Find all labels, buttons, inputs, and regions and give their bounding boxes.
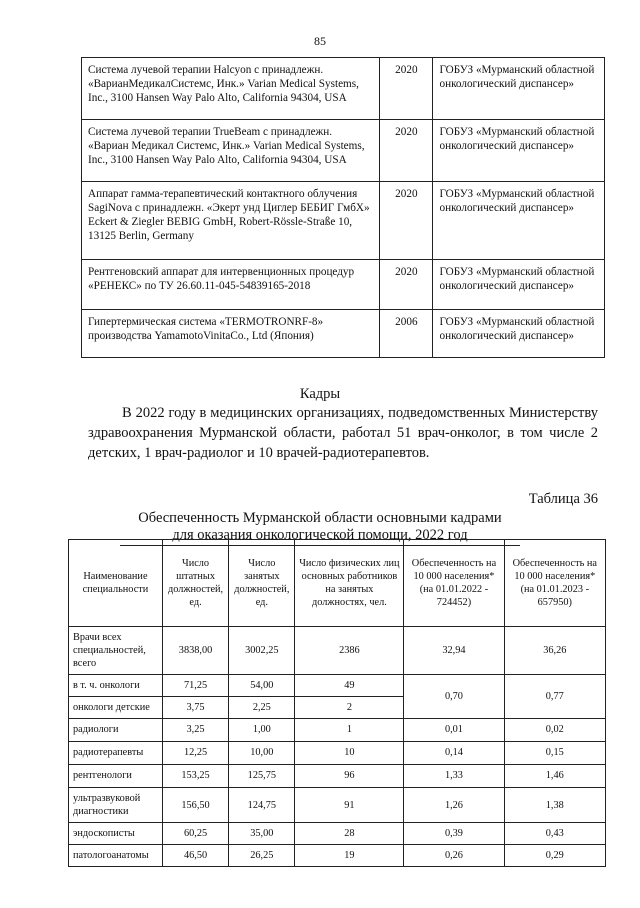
- specialty-cell: онкологи детские: [69, 697, 163, 719]
- staff-positions-cell: 12,25: [162, 742, 228, 765]
- persons-cell: 2: [295, 697, 404, 719]
- persons-cell: 96: [295, 765, 404, 788]
- equipment-name: Рентгеновский аппарат для интервенционных процедур «РЕНЕКС» по ТУ 26.60.11-045-54839165-2018: [82, 260, 380, 310]
- equipment-org: ГОБУЗ «Мурманский областной онкологический диспансер»: [433, 182, 605, 260]
- ratio-2022-cell: 0,01: [404, 719, 504, 742]
- ratio-2022-cell: 0,14: [404, 742, 504, 765]
- specialty-cell: патологоанатомы: [69, 845, 163, 867]
- staff-positions-cell: 3,25: [162, 719, 228, 742]
- table-label: Таблица 36: [528, 491, 598, 507]
- table-row: [69, 719, 606, 742]
- persons-cell: 49: [295, 675, 404, 697]
- table-header-row: [69, 540, 606, 627]
- persons-cell: 28: [295, 823, 404, 845]
- body-paragraph: В 2022 году в медицинских организациях, подведомственных Министерству здравоохранения Мурманской области, работал 51 врач-онколог, в том числе 2 детских, 1 врач-радиолог и 10 врачей-радиотерапевтов.: [88, 405, 598, 461]
- occupied-positions-cell: 2,25: [229, 697, 295, 719]
- persons-cell: 2386: [295, 627, 404, 675]
- specialty-cell: радиологи: [69, 719, 163, 742]
- equipment-name: Гипертермическая система «TERMOTRONRF-8» производства YamamotoVinitaCo., Ltd (Япония): [82, 310, 380, 358]
- staff-positions-cell: 3838,00: [162, 627, 228, 675]
- ratio-2023-cell: 0,02: [504, 719, 605, 742]
- table-row: [82, 120, 605, 182]
- table-row: [82, 182, 605, 260]
- persons-cell: 1: [295, 719, 404, 742]
- persons-cell: 19: [295, 845, 404, 867]
- equipment-name: Система лучевой терапии TrueBeam с принадлежн. «Вариан Медикал Системс, Инк.» Varian Medical Systems, Inc., 3100 Hansen Way Palo Alto, California 94304, USA: [82, 120, 380, 182]
- occupied-positions-cell: 1,00: [229, 719, 295, 742]
- staff-table: [68, 539, 606, 867]
- staff-positions-cell: 71,25: [162, 675, 228, 697]
- equipment-org: ГОБУЗ «Мурманский областной онкологический диспансер»: [433, 260, 605, 310]
- equipment-year: 2006: [380, 310, 433, 358]
- specialty-cell: Врачи всех специальностей, всего: [69, 627, 163, 675]
- staff-positions-cell: 153,25: [162, 765, 228, 788]
- equipment-table: [81, 57, 605, 358]
- page-number: 85: [314, 34, 326, 48]
- specialty-cell: в т. ч. онкологи: [69, 675, 163, 697]
- specialty-cell: рентгенологи: [69, 765, 163, 788]
- ratio-2022-cell: 0,26: [404, 845, 504, 867]
- occupied-positions-cell: 10,00: [229, 742, 295, 765]
- ratio-2022-cell: 0,70: [404, 675, 504, 719]
- staff-positions-cell: 3,75: [162, 697, 228, 719]
- ratio-2023-cell: 1,38: [504, 788, 605, 823]
- column-header: Наименование специальности: [69, 540, 163, 627]
- ratio-2023-cell: 0,15: [504, 742, 605, 765]
- ratio-2023-cell: 0,43: [504, 823, 605, 845]
- occupied-positions-cell: 3002,25: [229, 627, 295, 675]
- caption-line-2: для оказания онкологической помощи, 2022 год: [120, 527, 520, 546]
- column-header: Обеспеченность на 10 000 населения* (на 01.01.2022 - 724452): [404, 540, 504, 627]
- specialty-cell: радиотерапевты: [69, 742, 163, 765]
- occupied-positions-cell: 35,00: [229, 823, 295, 845]
- table-row: [69, 742, 606, 765]
- ratio-2022-cell: 32,94: [404, 627, 504, 675]
- occupied-positions-cell: 54,00: [229, 675, 295, 697]
- staff-positions-cell: 46,50: [162, 845, 228, 867]
- equipment-year: 2020: [380, 120, 433, 182]
- table-row: [69, 627, 606, 675]
- staff-positions-cell: 156,50: [162, 788, 228, 823]
- occupied-positions-cell: 124,75: [229, 788, 295, 823]
- table-row: [69, 675, 606, 697]
- ratio-2022-cell: 0,39: [404, 823, 504, 845]
- table-row: [82, 310, 605, 358]
- equipment-name: Аппарат гамма-терапевтический контактного облучения SagiNova с принадлежн. «Экерт унд Циглер БЕБИГ ГмбХ» Eckert & Ziegler BEBIG GmbH, Robert-Rössle-Straße 10, 13125 Berlin, Germany: [82, 182, 380, 260]
- column-header: Обеспеченность на 10 000 населения* (на 01.01.2023 - 657950): [504, 540, 605, 627]
- ratio-2023-cell: 36,26: [504, 627, 605, 675]
- column-header: Число физических лиц основных работников на занятых должностях, чел.: [295, 540, 404, 627]
- ratio-2023-cell: 1,46: [504, 765, 605, 788]
- ratio-2022-cell: 1,33: [404, 765, 504, 788]
- table-row: [82, 260, 605, 310]
- specialty-cell: ультразвуковой диагностики: [69, 788, 163, 823]
- section-title: Кадры: [299, 386, 341, 402]
- specialty-cell: эндоскописты: [69, 823, 163, 845]
- table-row: [82, 58, 605, 120]
- table-row: [69, 845, 606, 867]
- ratio-2023-cell: 0,77: [504, 675, 605, 719]
- equipment-org: ГОБУЗ «Мурманский областной онкологический диспансер»: [433, 310, 605, 358]
- equipment-year: 2020: [380, 260, 433, 310]
- ratio-2023-cell: 0,29: [504, 845, 605, 867]
- caption-line-1: Обеспеченность Мурманской области основными кадрами: [138, 510, 502, 526]
- equipment-name: Система лучевой терапии Halcyon с принадлежн. «ВарианМедикалСистемс, Инк.» Varian Medical Systems, Inc., 3100 Hansen Way Palo Alto, California 94304, USA: [82, 58, 380, 120]
- ratio-2022-cell: 1,26: [404, 788, 504, 823]
- equipment-year: 2020: [380, 182, 433, 260]
- staff-positions-cell: 60,25: [162, 823, 228, 845]
- occupied-positions-cell: 26,25: [229, 845, 295, 867]
- equipment-org: ГОБУЗ «Мурманский областной онкологический диспансер»: [433, 120, 605, 182]
- table-row: [69, 765, 606, 788]
- persons-cell: 91: [295, 788, 404, 823]
- table-row: [69, 788, 606, 823]
- table-row: [69, 823, 606, 845]
- equipment-org: ГОБУЗ «Мурманский областной онкологический диспансер»: [433, 58, 605, 120]
- column-header: Число занятых должностей, ед.: [229, 540, 295, 627]
- persons-cell: 10: [295, 742, 404, 765]
- equipment-year: 2020: [380, 58, 433, 120]
- occupied-positions-cell: 125,75: [229, 765, 295, 788]
- column-header: Число штатных должностей, ед.: [162, 540, 228, 627]
